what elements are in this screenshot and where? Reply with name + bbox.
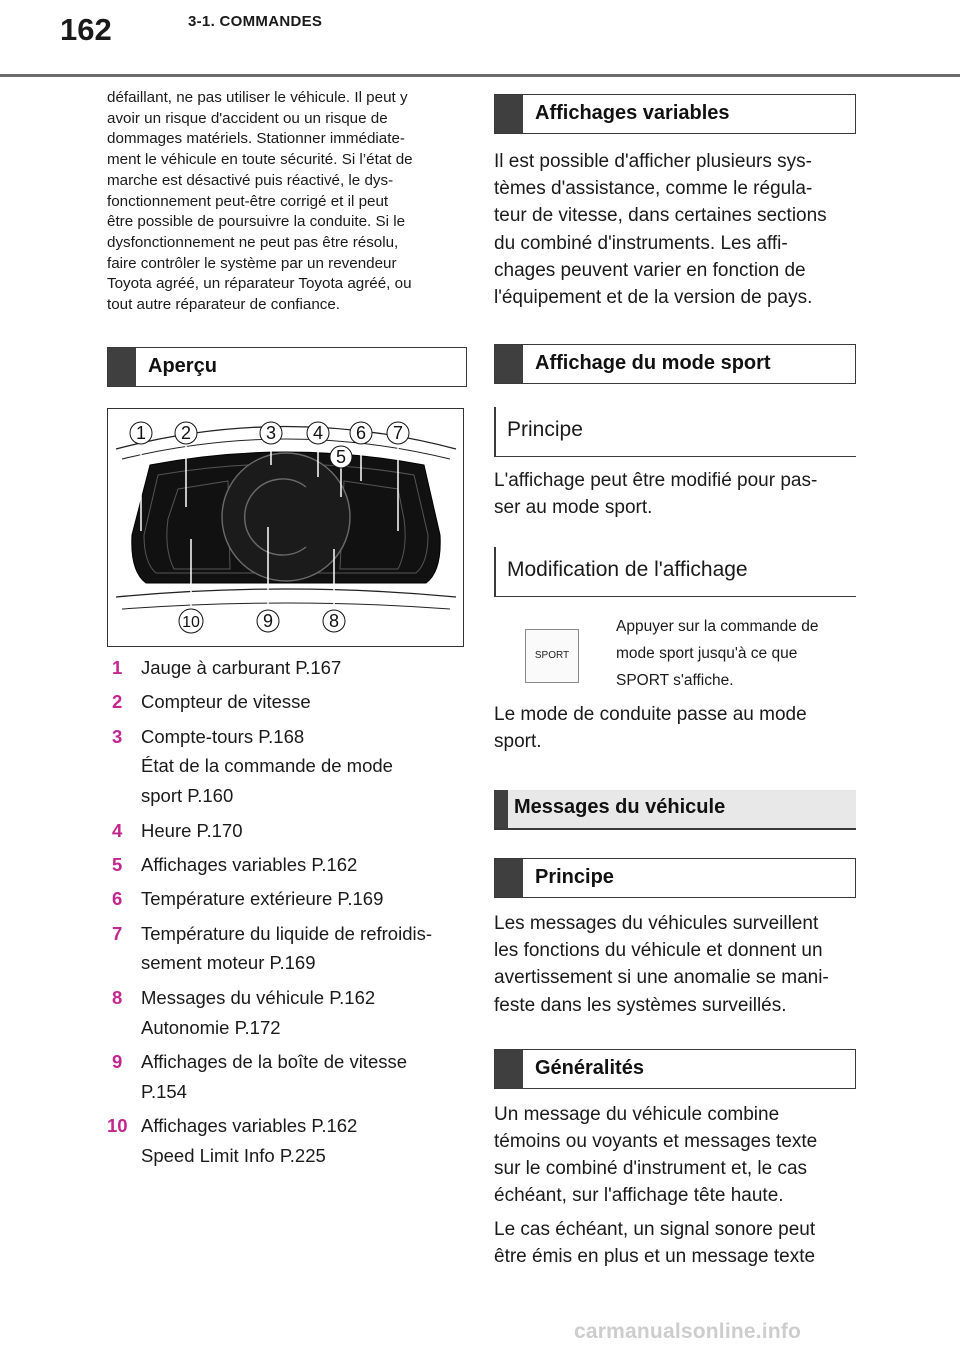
text-line: les fonctions du véhicule et donnent un — [494, 940, 823, 962]
callout-label: 6 — [355, 422, 367, 443]
intro-line: faire contrôler le système par un revendeur — [107, 254, 397, 272]
legend-text: Messages du véhicule P.162 — [141, 986, 376, 1008]
callout-5 — [330, 446, 352, 468]
intro-paragraph — [107, 88, 467, 316]
text-line: feste dans les systèmes surveillés. — [494, 994, 787, 1016]
text-line: teur de vitesse, dans certaines sections — [494, 205, 827, 227]
sport-button-row — [494, 605, 856, 695]
intro-line: défaillant, ne pas utiliser le véhicule. Il peut y — [107, 89, 408, 106]
section-heading-overview — [107, 347, 467, 387]
callout-9 — [257, 610, 279, 632]
callout-4 — [307, 422, 329, 444]
callout-8 — [323, 610, 345, 632]
text-line: sport. — [494, 730, 542, 752]
callout-1 — [130, 422, 152, 444]
heading-text: Affichage du mode sport — [535, 352, 771, 375]
callout-label: 4 — [312, 422, 324, 443]
intro-line: avoir un risque d'accident ou un risque de — [107, 109, 388, 127]
text-line: avertissement si une anomalie se mani- — [494, 967, 829, 989]
legend-number: 1 — [112, 656, 123, 678]
heading-bar — [108, 348, 136, 386]
legend-number: 6 — [112, 888, 123, 910]
heading-text: Messages du véhicule — [514, 796, 726, 819]
heading-bar — [495, 95, 523, 133]
text-line: Le mode de conduite passe au mode — [494, 703, 807, 725]
text-line: ser au mode sport. — [494, 497, 653, 519]
legend-text: Affichages variables P.162 — [141, 1115, 358, 1137]
legend-text: sement moteur P.169 — [141, 952, 316, 974]
callout-label: 10 — [182, 613, 200, 631]
text-line: mode sport jusqu'à ce que — [616, 644, 798, 662]
text-line: Le cas échéant, un signal sonore peut — [494, 1218, 816, 1240]
intro-line: Toyota agréé, un réparateur Toyota agréé, ou — [107, 275, 412, 293]
legend-text: Compte-tours P.168 — [141, 725, 305, 747]
callout-label: 9 — [262, 610, 274, 631]
watermark: carmanualsonline.info — [574, 1320, 802, 1343]
legend-number: 5 — [112, 853, 123, 875]
legend-text: Affichages de la boîte de vitesse — [141, 1051, 408, 1073]
sport-instruction — [616, 613, 856, 694]
heading-text: Généralités — [535, 1056, 644, 1079]
callout-6 — [350, 422, 372, 444]
legend-item — [107, 816, 467, 846]
heading-text: Aperçu — [148, 354, 217, 377]
vehicle-messages-paragraph — [494, 910, 856, 1019]
heading-text: Principe — [535, 866, 614, 889]
callout-3 — [260, 422, 282, 444]
general-paragraph-2 — [494, 1216, 856, 1270]
subheading-principle — [494, 407, 856, 457]
callout-label: 3 — [265, 422, 277, 443]
text-line: être émis en plus et un message texte — [494, 1245, 816, 1267]
legend-number: 4 — [112, 819, 123, 841]
legend-text: Heure P.170 — [141, 819, 243, 841]
callout-label: 5 — [335, 446, 347, 467]
legend-text: Compteur de vitesse — [141, 691, 311, 713]
callout-2 — [175, 422, 197, 444]
subheading-text: Principe — [507, 418, 583, 442]
legend-number: 8 — [112, 986, 123, 1008]
heading-bar — [495, 345, 523, 383]
legend-item — [107, 850, 467, 880]
intro-line: dommages matériels. Stationner immédiate- — [107, 130, 405, 148]
legend-text: État de la commande de mode — [141, 755, 393, 777]
left-column — [107, 88, 467, 1175]
legend-text: Autonomie P.172 — [141, 1016, 281, 1038]
chapter-title: 3-1. COMMANDES — [188, 13, 323, 30]
text-line: Un message du véhicule combine — [494, 1103, 780, 1125]
legend-item — [107, 884, 467, 914]
figure-legend — [107, 653, 467, 1171]
legend-item — [107, 687, 467, 717]
legend-item — [107, 1111, 467, 1171]
sport-mode-button: SPORT — [525, 629, 579, 683]
legend-text: Température du liquide de refroidis- — [141, 922, 433, 944]
intro-line: être possible de poursuivre la conduite. Si le — [107, 213, 406, 231]
heading-bar — [495, 1050, 523, 1088]
legend-number: 7 — [112, 922, 123, 944]
intro-line: marche est désactivé puis réactivé, le dys- — [107, 171, 394, 189]
text-line: témoins ou voyants et messages texte — [494, 1131, 818, 1153]
text-line: l'équipement et de la version de pays. — [494, 287, 813, 309]
text-line: échéant, sur l'affichage tête haute. — [494, 1185, 784, 1207]
legend-text: Température extérieure P.169 — [141, 888, 384, 910]
page-number: 162 — [60, 12, 112, 47]
section-heading-general — [494, 1049, 856, 1089]
legend-item — [107, 653, 467, 683]
legend-item — [107, 983, 467, 1043]
text-line: Il est possible d'afficher plusieurs sys- — [494, 151, 812, 172]
legend-text: Affichages variables P.162 — [141, 853, 358, 875]
instrument-cluster-figure — [107, 408, 464, 647]
header-rule — [0, 74, 960, 77]
text-line: SPORT s'affiche. — [616, 671, 734, 689]
section-heading-vehicle-messages — [494, 790, 856, 830]
section-heading-sport-mode — [494, 344, 856, 384]
heading-bar — [495, 859, 523, 897]
legend-item — [107, 919, 467, 979]
callout-10 — [179, 609, 203, 633]
legend-item — [107, 722, 467, 811]
text-line: du combiné d'instruments. Les affi- — [494, 232, 788, 254]
legend-number: 10 — [107, 1115, 128, 1137]
subheading-modification — [494, 547, 856, 597]
instrument-cluster-illustration — [108, 409, 463, 646]
variable-displays-paragraph — [494, 148, 856, 311]
page-header — [0, 0, 960, 78]
intro-line: tout autre réparateur de confiance. — [107, 296, 341, 314]
intro-line: ment le véhicule en toute sécurité. Si l’état de — [107, 151, 413, 169]
heading-bar — [494, 790, 508, 828]
legend-text: Speed Limit Info P.225 — [141, 1145, 326, 1167]
callout-label: 8 — [328, 610, 340, 631]
legend-number: 3 — [112, 725, 123, 747]
legend-item — [107, 1047, 467, 1107]
section-heading-variable-displays — [494, 94, 856, 134]
intro-line: fonctionnement peut-être corrigé et il peut — [107, 192, 389, 210]
section-heading-principle — [494, 858, 856, 898]
text-line: tèmes d'assistance, comme le régula- — [494, 178, 813, 200]
right-column — [494, 94, 856, 1270]
legend-text: Jauge à carburant P.167 — [141, 656, 342, 678]
legend-number: 9 — [112, 1051, 123, 1073]
callout-label: 7 — [392, 422, 404, 443]
callout-label: 2 — [180, 422, 192, 443]
legend-text: sport P.160 — [141, 785, 234, 807]
intro-line: dysfonctionnement ne peut pas être résolu, — [107, 233, 399, 251]
subheading-text: Modification de l'affichage — [507, 557, 748, 581]
general-paragraph-1 — [494, 1101, 856, 1210]
text-line: sur le combiné d'instrument et, le cas — [494, 1158, 808, 1180]
text-line: L'affichage peut être modifié pour pas- — [494, 470, 818, 492]
heading-text: Affichages variables — [535, 102, 730, 124]
text-line: Les messages du véhicules surveillent — [494, 913, 819, 935]
callout-label: 1 — [135, 422, 147, 443]
callout-7 — [387, 422, 409, 444]
sport-principle-paragraph — [494, 467, 856, 521]
text-line: Appuyer sur la commande de — [616, 617, 819, 635]
drive-mode-paragraph — [494, 701, 856, 755]
legend-number: 2 — [112, 691, 123, 713]
legend-text: P.154 — [141, 1080, 187, 1102]
text-line: chages peuvent varier en fonction de — [494, 259, 806, 281]
